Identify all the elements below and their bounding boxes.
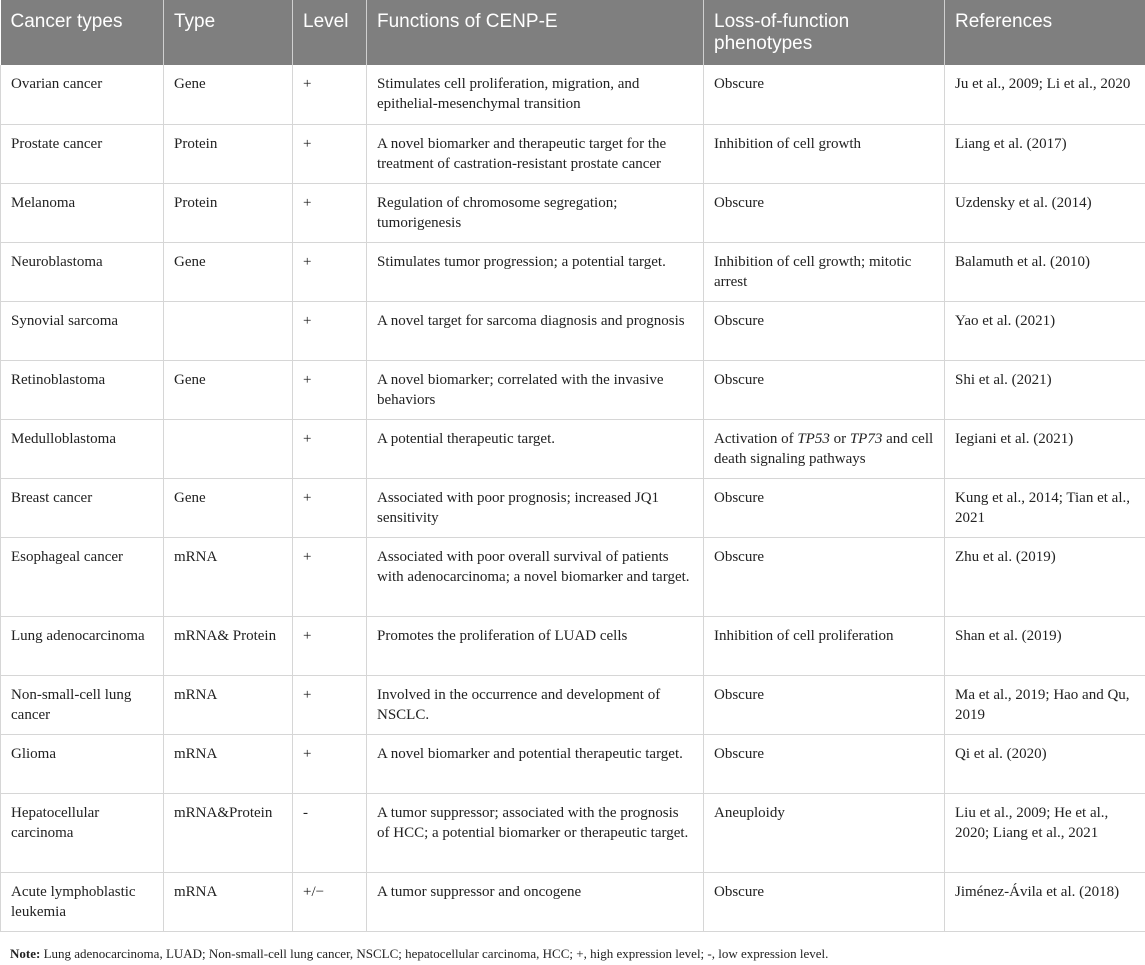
cell-function: A potential therapeutic target. xyxy=(367,419,704,478)
cell-function: Promotes the proliferation of LUAD cells xyxy=(367,616,704,675)
cell-function: A novel biomarker and potential therapeutic target. xyxy=(367,734,704,793)
cell-cancer: Prostate cancer xyxy=(1,124,164,183)
cell-level: + xyxy=(293,675,367,734)
cell-type xyxy=(164,301,293,360)
cell-cancer: Esophageal cancer xyxy=(1,537,164,616)
cell-level: + xyxy=(293,124,367,183)
cell-type: mRNA xyxy=(164,872,293,931)
column-header-phenotypes: Loss-of-function phenotypes xyxy=(704,0,945,65)
phenotype-text: and cell death signaling pathways xyxy=(714,430,934,467)
header-row xyxy=(1,0,1145,65)
column-header-level: Level xyxy=(293,0,367,65)
table-row xyxy=(1,616,1145,675)
table-row xyxy=(1,65,1145,124)
cell-references: Liu et al., 2009; He et al., 2020; Liang et al., 2021 xyxy=(945,793,1145,872)
cell-references: Ma et al., 2019; Hao and Qu, 2019 xyxy=(945,675,1145,734)
cell-phenotype: Inhibition of cell growth; mitotic arrest xyxy=(704,242,945,301)
gene-name-tp53: TP53 xyxy=(797,430,830,447)
cell-cancer: Lung adenocarcinoma xyxy=(1,616,164,675)
cell-level: + xyxy=(293,616,367,675)
note-text: Lung adenocarcinoma, LUAD; Non-small-cell lung cancer, NSCLC; hepatocellular carcinoma, HCC; +, high expression level; -, low expression level. xyxy=(40,946,829,961)
table-row xyxy=(1,537,1145,616)
cell-type: Protein xyxy=(164,124,293,183)
cell-function: A tumor suppressor and oncogene xyxy=(367,872,704,931)
cell-cancer: Non-small-cell lung cancer xyxy=(1,675,164,734)
cell-references: Iegiani et al. (2021) xyxy=(945,419,1145,478)
cell-cancer: Retinoblastoma xyxy=(1,360,164,419)
cell-function: Associated with poor prognosis; increased JQ1 sensitivity xyxy=(367,478,704,537)
cell-cancer: Synovial sarcoma xyxy=(1,301,164,360)
table-row xyxy=(1,419,1145,478)
cell-phenotype: Inhibition of cell growth xyxy=(704,124,945,183)
cell-phenotype: Obscure xyxy=(704,478,945,537)
phenotype-text: or xyxy=(829,430,850,447)
column-header-cancer-types: Cancer types xyxy=(1,0,164,65)
cell-level: + xyxy=(293,242,367,301)
cell-phenotype: Obscure xyxy=(704,360,945,419)
cell-type: Gene xyxy=(164,478,293,537)
cell-type: Protein xyxy=(164,183,293,242)
cell-cancer: Hepatocellular carcinoma xyxy=(1,793,164,872)
cell-cancer: Glioma xyxy=(1,734,164,793)
table-row xyxy=(1,734,1145,793)
cell-phenotype: Obscure xyxy=(704,872,945,931)
cell-level: + xyxy=(293,360,367,419)
column-header-type: Type xyxy=(164,0,293,65)
cell-function: A novel target for sarcoma diagnosis and prognosis xyxy=(367,301,704,360)
cell-cancer: Breast cancer xyxy=(1,478,164,537)
cell-type: mRNA xyxy=(164,734,293,793)
column-header-functions: Functions of CENP-E xyxy=(367,0,704,65)
cell-type: Gene xyxy=(164,242,293,301)
table-row xyxy=(1,183,1145,242)
cell-function: Involved in the occurrence and development of NSCLC. xyxy=(367,675,704,734)
cell-phenotype: Obscure xyxy=(704,675,945,734)
cell-function: A novel biomarker and therapeutic target for the treatment of castration-resistant prostate cancer xyxy=(367,124,704,183)
cell-function: Stimulates tumor progression; a potential target. xyxy=(367,242,704,301)
cell-function: A tumor suppressor; associated with the prognosis of HCC; a potential biomarker or therapeutic target. xyxy=(367,793,704,872)
cell-level: + xyxy=(293,537,367,616)
cell-phenotype: Obscure xyxy=(704,734,945,793)
table-row xyxy=(1,242,1145,301)
cell-cancer: Medulloblastoma xyxy=(1,419,164,478)
cell-references: Balamuth et al. (2010) xyxy=(945,242,1145,301)
table-footnote xyxy=(10,945,828,962)
cell-type: mRNA&Protein xyxy=(164,793,293,872)
cell-phenotype: Aneuploidy xyxy=(704,793,945,872)
table-row xyxy=(1,793,1145,872)
cell-phenotype: Obscure xyxy=(704,65,945,124)
cell-phenotype: Obscure xyxy=(704,537,945,616)
cell-function: Regulation of chromosome segregation; tumorigenesis xyxy=(367,183,704,242)
gene-name-tp73: TP73 xyxy=(849,430,883,447)
cell-phenotype: Obscure xyxy=(704,301,945,360)
cell-level: + xyxy=(293,301,367,360)
cell-cancer: Melanoma xyxy=(1,183,164,242)
cell-level: + xyxy=(293,734,367,793)
cell-level: - xyxy=(293,793,367,872)
table-row xyxy=(1,675,1145,734)
cell-phenotype xyxy=(704,419,945,478)
cell-level: +/− xyxy=(293,872,367,931)
cell-type: Gene xyxy=(164,360,293,419)
cell-cancer: Neuroblastoma xyxy=(1,242,164,301)
cell-level: + xyxy=(293,419,367,478)
table-row xyxy=(1,872,1145,931)
cell-type: Gene xyxy=(164,65,293,124)
cell-references: Kung et al., 2014; Tian et al., 2021 xyxy=(945,478,1145,537)
cell-references: Shan et al. (2019) xyxy=(945,616,1145,675)
table-row xyxy=(1,124,1145,183)
table-row xyxy=(1,478,1145,537)
phenotype-text: Activation of xyxy=(714,430,798,447)
cell-references: Jiménez-Ávila et al. (2018) xyxy=(945,872,1145,931)
cell-function: Stimulates cell proliferation, migration, and epithelial-mesenchymal transition xyxy=(367,65,704,124)
note-label: Note: xyxy=(10,946,41,961)
cell-references: Yao et al. (2021) xyxy=(945,301,1145,360)
cell-type: mRNA xyxy=(164,537,293,616)
cell-level: + xyxy=(293,478,367,537)
table-row xyxy=(1,360,1145,419)
cell-function: Associated with poor overall survival of patients with adenocarcinoma; a novel biomarker and target. xyxy=(367,537,704,616)
cell-references: Liang et al. (2017) xyxy=(945,124,1145,183)
cell-references: Qi et al. (2020) xyxy=(945,734,1145,793)
cell-level: + xyxy=(293,183,367,242)
cell-references: Ju et al., 2009; Li et al., 2020 xyxy=(945,65,1145,124)
cell-cancer: Ovarian cancer xyxy=(1,65,164,124)
cell-references: Uzdensky et al. (2014) xyxy=(945,183,1145,242)
cell-level: + xyxy=(293,65,367,124)
cell-cancer: Acute lymphoblastic leukemia xyxy=(1,872,164,931)
cell-type: mRNA xyxy=(164,675,293,734)
cell-type: mRNA& Protein xyxy=(164,616,293,675)
cell-phenotype: Obscure xyxy=(704,183,945,242)
cell-type xyxy=(164,419,293,478)
column-header-references: References xyxy=(945,0,1145,65)
cell-references: Zhu et al. (2019) xyxy=(945,537,1145,616)
table-row xyxy=(1,301,1145,360)
cell-phenotype: Inhibition of cell proliferation xyxy=(704,616,945,675)
cell-function: A novel biomarker; correlated with the invasive behaviors xyxy=(367,360,704,419)
cell-references: Shi et al. (2021) xyxy=(945,360,1145,419)
